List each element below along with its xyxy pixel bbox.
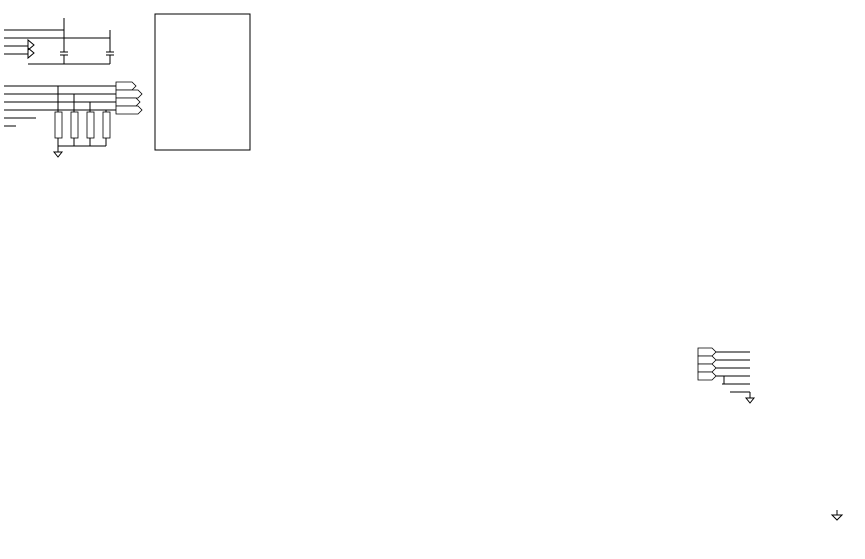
hierarchical-sheet[interactable] (155, 14, 250, 150)
net-label-k51 (698, 348, 716, 356)
net-label-serin (116, 106, 142, 114)
net-label-k53 (698, 364, 716, 372)
net-label-k54 (698, 372, 716, 380)
resistor-r2 (71, 112, 78, 138)
net-label-srclr (116, 90, 142, 98)
net-label-srck (116, 98, 140, 106)
x7-connector-block (698, 348, 754, 403)
resistor-r3 (87, 112, 94, 138)
ground-symbol-right (832, 510, 842, 520)
resistor-r1 (55, 112, 62, 138)
x1-power-block (4, 18, 114, 64)
net-label-rck (116, 82, 136, 90)
resistor-r4 (103, 112, 110, 138)
net-label-k52 (698, 356, 716, 364)
x2-input-block (4, 82, 142, 157)
